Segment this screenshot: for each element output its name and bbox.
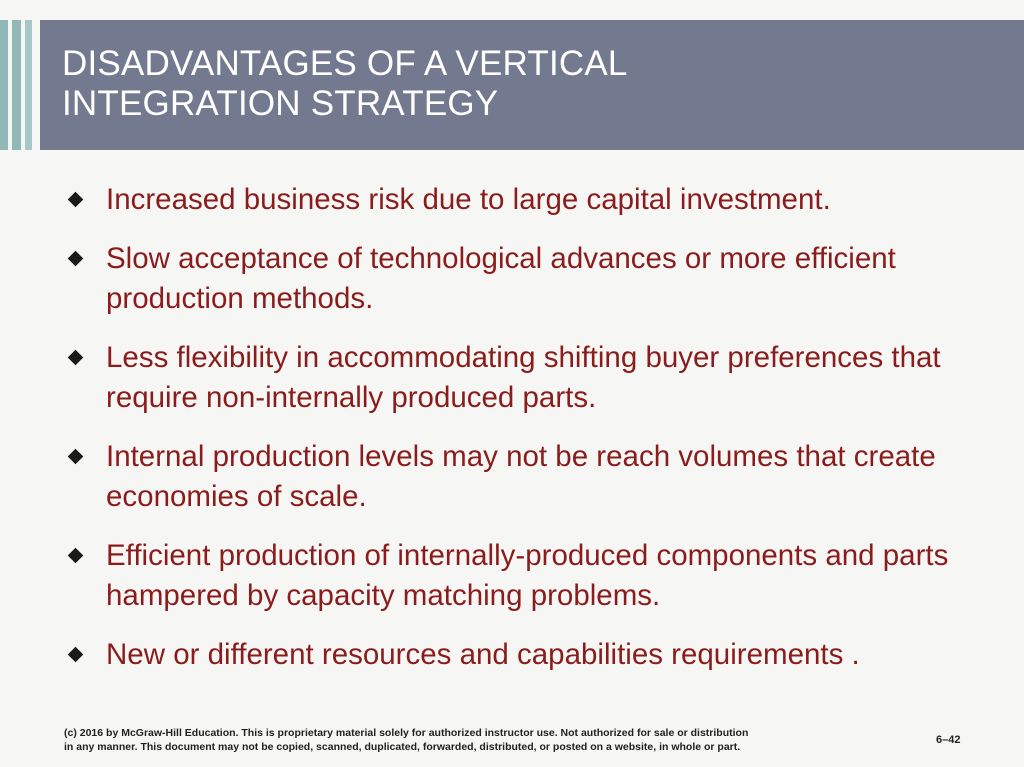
bullet-item [64, 635, 984, 675]
diamond-bullet-icon [68, 647, 84, 663]
accent-bar [12, 20, 21, 150]
bullet-text: Efficient production of internally-produced components and parts hampered by capacity matching problems. [106, 539, 949, 612]
bullet-item [64, 536, 984, 616]
bullet-item [64, 437, 984, 517]
accent-bar [0, 20, 8, 150]
bullet-text: New or different resources and capabilities requirements . [106, 638, 860, 671]
diamond-bullet-icon [68, 548, 84, 564]
diamond-bullet-icon [68, 251, 84, 267]
diamond-bullet-icon [68, 350, 84, 366]
bullet-text: Internal production levels may not be reach volumes that create economies of scale. [106, 440, 936, 513]
bullet-item [64, 239, 984, 319]
bullet-text: Increased business risk due to large capital investment. [106, 183, 831, 216]
slide-title [62, 44, 962, 124]
bullet-text: Less flexibility in accommodating shifting buyer preferences that require non-internally produced parts. [106, 341, 941, 414]
slide-title-line: DISADVANTAGES OF A VERTICAL [62, 44, 628, 83]
diamond-bullet-icon [68, 192, 84, 208]
copyright-footer [64, 726, 844, 754]
footer-line: (c) 2016 by McGraw-Hill Education. This is proprietary material solely for authorized instructor use. Not authorized for sale or distribution [64, 727, 749, 739]
diamond-bullet-icon [68, 449, 84, 465]
slide-title-line: INTEGRATION STRATEGY [62, 84, 499, 123]
accent-bar [25, 20, 32, 150]
footer-line: in any manner. This document may not be copied, scanned, duplicated, forwarded, distributed, or posted on a website, in whole or part. [64, 741, 741, 753]
bullet-list [64, 180, 984, 675]
bullet-item [64, 180, 984, 220]
bullet-text: Slow acceptance of technological advances or more efficient production methods. [106, 242, 896, 315]
accent-bars [0, 20, 36, 150]
page-number: 6–42 [936, 734, 961, 746]
bullet-item [64, 338, 984, 418]
